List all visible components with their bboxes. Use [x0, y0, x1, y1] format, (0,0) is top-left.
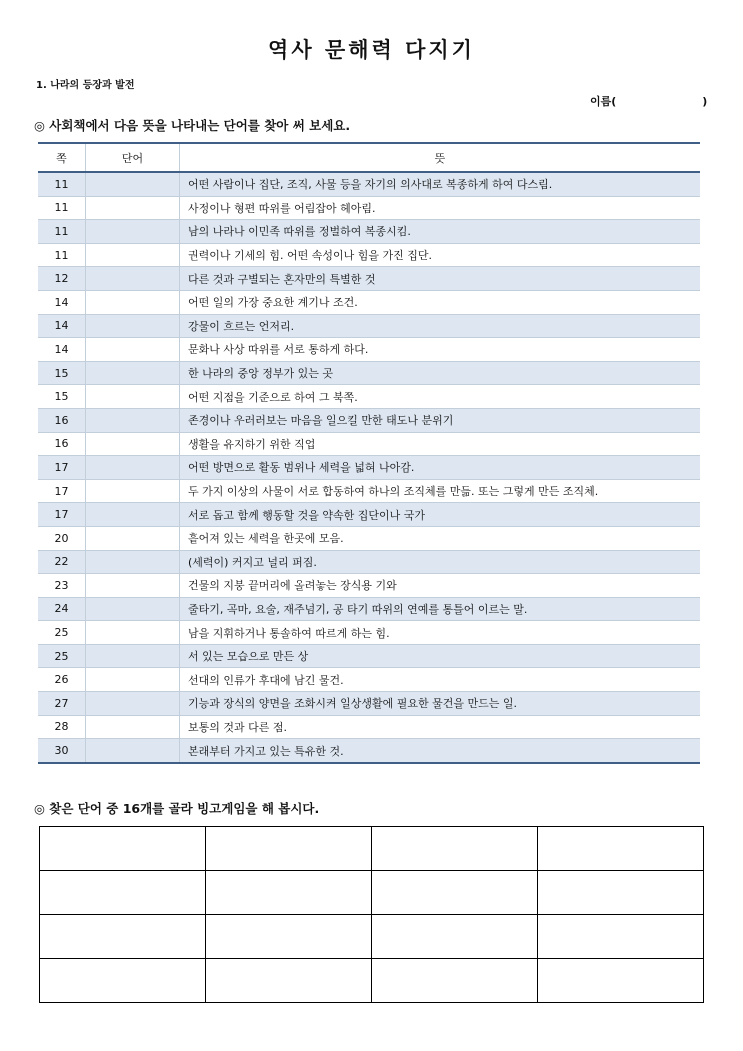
name-label: 이름( — [590, 95, 617, 108]
page-cell: 23 — [38, 574, 86, 598]
meaning-cell: 어떤 사람이나 집단, 조직, 사물 등을 자기의 의사대로 복종하게 하여 다스림. — [180, 172, 701, 196]
meaning-cell: 강물이 흐르는 언저리. — [180, 314, 701, 338]
meaning-cell: 문화나 사상 따위를 서로 통하게 하다. — [180, 338, 701, 362]
header-meaning: 뜻 — [180, 143, 701, 172]
table-row — [38, 526, 700, 550]
word-answer-cell[interactable] — [86, 385, 180, 409]
meaning-cell: 본래부터 가지고 있는 특유한 것. — [180, 739, 701, 763]
table-row — [38, 290, 700, 314]
bingo-cell[interactable] — [538, 959, 704, 1003]
table-row — [38, 597, 700, 621]
word-answer-cell[interactable] — [86, 597, 180, 621]
table-row — [38, 220, 700, 244]
page-cell: 14 — [38, 314, 86, 338]
word-answer-cell[interactable] — [86, 432, 180, 456]
page-cell: 25 — [38, 644, 86, 668]
bingo-cell[interactable] — [372, 959, 538, 1003]
word-answer-cell[interactable] — [86, 739, 180, 763]
bingo-cell[interactable] — [206, 827, 372, 871]
table-row — [38, 243, 700, 267]
instruction-find-words: ◎ 사회책에서 다음 뜻을 나타내는 단어를 찾아 써 보세요. — [34, 118, 351, 133]
meaning-cell: 서 있는 모습으로 만든 상 — [180, 644, 701, 668]
bingo-cell[interactable] — [372, 827, 538, 871]
table-row — [38, 314, 700, 338]
page-cell: 20 — [38, 526, 86, 550]
word-answer-cell[interactable] — [86, 456, 180, 480]
page-cell: 11 — [38, 220, 86, 244]
table-row — [38, 479, 700, 503]
bingo-row — [40, 871, 704, 915]
word-answer-cell[interactable] — [86, 220, 180, 244]
name-close: ) — [702, 95, 708, 108]
word-answer-cell[interactable] — [86, 172, 180, 196]
meaning-cell: 남의 나라나 이민족 따위를 정벌하여 복종시킴. — [180, 220, 701, 244]
word-answer-cell[interactable] — [86, 715, 180, 739]
meaning-cell: 생활을 유지하기 위한 직업 — [180, 432, 701, 456]
table-row — [38, 692, 700, 716]
word-answer-cell[interactable] — [86, 314, 180, 338]
table-row — [38, 196, 700, 220]
meaning-cell: 남을 지휘하거나 통솔하여 따르게 하는 힘. — [180, 621, 701, 645]
page-cell: 11 — [38, 172, 86, 196]
bingo-cell[interactable] — [206, 871, 372, 915]
page-cell: 15 — [38, 361, 86, 385]
table-row — [38, 172, 700, 196]
page-cell: 14 — [38, 338, 86, 362]
table-row — [38, 267, 700, 291]
word-answer-cell[interactable] — [86, 290, 180, 314]
table-row — [38, 668, 700, 692]
page-cell: 24 — [38, 597, 86, 621]
meaning-cell: 한 나라의 중앙 정부가 있는 곳 — [180, 361, 701, 385]
meaning-cell: 사정이나 형편 따위를 어림잡아 헤아림. — [180, 196, 701, 220]
meaning-cell: 서로 돕고 함께 행동할 것을 약속한 집단이나 국가 — [180, 503, 701, 527]
meaning-cell: 흩어져 있는 세력을 한곳에 모음. — [180, 526, 701, 550]
bingo-cell[interactable] — [40, 959, 206, 1003]
meaning-cell: 건물의 지붕 끝머리에 올려놓는 장식용 기와 — [180, 574, 701, 598]
page-cell: 17 — [38, 503, 86, 527]
bingo-cell[interactable] — [206, 915, 372, 959]
bingo-cell[interactable] — [372, 871, 538, 915]
header-page: 쪽 — [38, 143, 86, 172]
bingo-row — [40, 827, 704, 871]
word-answer-cell[interactable] — [86, 361, 180, 385]
meaning-cell: (세력이) 커지고 널리 퍼짐. — [180, 550, 701, 574]
page-cell: 25 — [38, 621, 86, 645]
meaning-cell: 어떤 방면으로 활동 범위나 세력을 넓혀 나아감. — [180, 456, 701, 480]
word-answer-cell[interactable] — [86, 267, 180, 291]
word-answer-cell[interactable] — [86, 621, 180, 645]
meaning-cell: 보통의 것과 다른 점. — [180, 715, 701, 739]
name-field[interactable] — [590, 93, 707, 109]
meaning-cell: 어떤 일의 가장 중요한 계기나 조건. — [180, 290, 701, 314]
page-cell: 15 — [38, 385, 86, 409]
meaning-cell: 존경이나 우러러보는 마음을 일으킬 만한 태도나 분위기 — [180, 408, 701, 432]
table-row — [38, 361, 700, 385]
page-cell: 27 — [38, 692, 86, 716]
page-cell: 11 — [38, 196, 86, 220]
bingo-row — [40, 959, 704, 1003]
vocabulary-table — [38, 142, 700, 764]
page-cell: 17 — [38, 479, 86, 503]
instruction-bingo: ◎ 찾은 단어 중 16개를 골라 빙고게임을 해 봅시다. — [34, 801, 320, 816]
page-cell: 22 — [38, 550, 86, 574]
meaning-cell: 두 가지 이상의 사물이 서로 합동하여 하나의 조직체를 만듦. 또는 그렇게 만든 조직체. — [180, 479, 701, 503]
word-answer-cell[interactable] — [86, 243, 180, 267]
page-cell: 11 — [38, 243, 86, 267]
page-cell: 16 — [38, 432, 86, 456]
bingo-cell[interactable] — [206, 959, 372, 1003]
page-cell: 14 — [38, 290, 86, 314]
table-row — [38, 621, 700, 645]
table-row — [38, 550, 700, 574]
word-answer-cell[interactable] — [86, 338, 180, 362]
page-cell: 16 — [38, 408, 86, 432]
table-header-row — [38, 143, 700, 172]
bingo-cell[interactable] — [538, 871, 704, 915]
table-row — [38, 385, 700, 409]
bingo-cell[interactable] — [538, 827, 704, 871]
bingo-grid — [39, 826, 704, 1003]
word-answer-cell[interactable] — [86, 196, 180, 220]
page-cell: 30 — [38, 739, 86, 763]
bingo-cell[interactable] — [40, 827, 206, 871]
bingo-cell[interactable] — [40, 915, 206, 959]
word-answer-cell[interactable] — [86, 479, 180, 503]
table-row — [38, 432, 700, 456]
word-answer-cell[interactable] — [86, 550, 180, 574]
word-answer-cell[interactable] — [86, 408, 180, 432]
table-row — [38, 739, 700, 763]
meaning-cell: 다른 것과 구별되는 혼자만의 특별한 것 — [180, 267, 701, 291]
word-answer-cell[interactable] — [86, 668, 180, 692]
page-cell: 26 — [38, 668, 86, 692]
meaning-cell: 선대의 인류가 후대에 남긴 물건. — [180, 668, 701, 692]
meaning-cell: 권력이나 기세의 힘. 어떤 속성이나 힘을 가진 집단. — [180, 243, 701, 267]
word-answer-cell[interactable] — [86, 526, 180, 550]
meaning-cell: 기능과 장식의 양면을 조화시켜 일상생활에 필요한 물건을 만드는 일. — [180, 692, 701, 716]
bingo-cell[interactable] — [538, 915, 704, 959]
table-row — [38, 338, 700, 362]
bingo-cell[interactable] — [372, 915, 538, 959]
table-row — [38, 644, 700, 668]
table-row — [38, 574, 700, 598]
table-row — [38, 715, 700, 739]
page-cell: 12 — [38, 267, 86, 291]
word-answer-cell[interactable] — [86, 644, 180, 668]
meaning-cell: 줄타기, 곡마, 요술, 재주넘기, 공 타기 따위의 연예를 통틀어 이르는 말. — [180, 597, 701, 621]
word-answer-cell[interactable] — [86, 503, 180, 527]
section-subtitle: 1. 나라의 등장과 발전 — [36, 80, 135, 91]
table-row — [38, 408, 700, 432]
table-row — [38, 456, 700, 480]
word-answer-cell[interactable] — [86, 574, 180, 598]
table-row — [38, 503, 700, 527]
page-title: 역사 문해력 다지기 — [268, 38, 475, 62]
header-word: 단어 — [86, 143, 180, 172]
vocabulary-rows — [38, 172, 700, 763]
meaning-cell: 어떤 지점을 기준으로 하여 그 북쪽. — [180, 385, 701, 409]
word-answer-cell[interactable] — [86, 692, 180, 716]
bingo-cell[interactable] — [40, 871, 206, 915]
page-cell: 28 — [38, 715, 86, 739]
bingo-row — [40, 915, 704, 959]
page-cell: 17 — [38, 456, 86, 480]
